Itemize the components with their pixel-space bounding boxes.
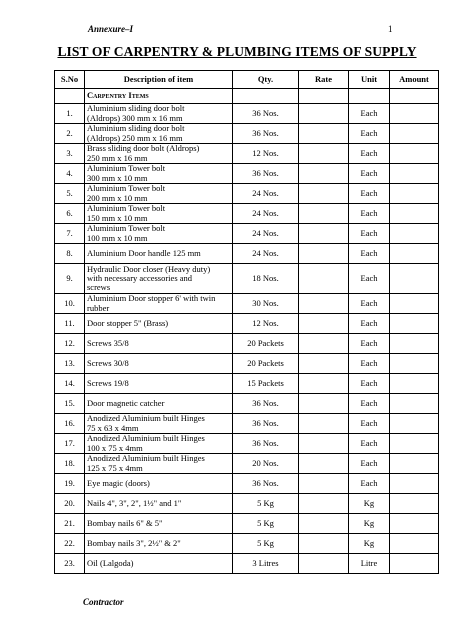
amount-cell: [390, 514, 439, 534]
amount-cell: [390, 334, 439, 354]
amount-cell: [390, 534, 439, 554]
sno-cell: 17.: [55, 434, 85, 454]
table-row: [55, 434, 439, 454]
document-title: LIST OF CARPENTRY & PLUMBING ITEMS OF SUPPLY: [57, 44, 417, 59]
rate-cell: [299, 104, 349, 124]
sno-cell: 7.: [55, 224, 85, 244]
sno-cell: 4.: [55, 164, 85, 184]
qty-cell: 24 Nos.: [233, 224, 299, 244]
description-line: 150 mm x 10 mm: [87, 212, 148, 223]
description-line: 125 x 75 x 4mm: [87, 462, 143, 473]
section-empty-cell: [299, 89, 349, 104]
table-row: [55, 474, 439, 494]
sno-cell: 22.: [55, 534, 85, 554]
sno-cell: 15.: [55, 394, 85, 414]
description-line: Hydraulic Door closer (Heavy duty): [87, 263, 211, 274]
unit-cell: Each: [349, 144, 390, 164]
table-row: [55, 294, 439, 314]
column-header-description: Description of item: [85, 71, 233, 89]
description-line: 300 mm x 10 mm: [87, 172, 148, 183]
amount-cell: [390, 554, 439, 574]
table-row: [55, 414, 439, 434]
description-line: Anodized Aluminium built Hinges: [87, 413, 205, 424]
contractor-signature-label: Contractor: [83, 597, 124, 607]
rate-cell: [299, 374, 349, 394]
amount-cell: [390, 454, 439, 474]
unit-cell: Each: [349, 374, 390, 394]
qty-cell: 36 Nos.: [233, 394, 299, 414]
qty-cell: 15 Packets: [233, 374, 299, 394]
sno-cell: 11.: [55, 314, 85, 334]
description-cell: [85, 394, 233, 414]
sno-cell: 9.: [55, 264, 85, 294]
description-cell: [85, 374, 233, 394]
description-line: Door magnetic catcher: [87, 397, 165, 408]
unit-cell: Each: [349, 434, 390, 454]
description-line: with necessary accessories and: [87, 272, 193, 283]
description-line: Anodized Aluminium built Hinges: [87, 453, 205, 464]
rate-cell: [299, 164, 349, 184]
rate-cell: [299, 144, 349, 164]
unit-cell: Each: [349, 454, 390, 474]
description-cell: [85, 204, 233, 224]
description-line: 200 mm x 10 mm: [87, 192, 148, 203]
description-cell: [85, 474, 233, 494]
unit-cell: Litre: [349, 554, 390, 574]
qty-cell: 30 Nos.: [233, 294, 299, 314]
description-cell: [85, 164, 233, 184]
table-row: [55, 164, 439, 184]
sno-cell: 1.: [55, 104, 85, 124]
description-line: 100 mm x 10 mm: [87, 232, 148, 243]
description-cell: [85, 224, 233, 244]
column-header-rate: Rate: [299, 71, 349, 89]
description-line: Aluminium Door stopper 6' with twin: [87, 293, 216, 304]
amount-cell: [390, 394, 439, 414]
column-header-sno: S.No: [55, 71, 85, 89]
table-row: [55, 454, 439, 474]
column-header-amount: Amount: [390, 71, 439, 89]
description-cell: [85, 434, 233, 454]
rate-cell: [299, 184, 349, 204]
unit-cell: Each: [349, 124, 390, 144]
column-header-unit: Unit: [349, 71, 390, 89]
qty-cell: 36 Nos.: [233, 164, 299, 184]
table-row: [55, 204, 439, 224]
amount-cell: [390, 294, 439, 314]
description-cell: [85, 104, 233, 124]
amount-cell: [390, 204, 439, 224]
column-header-qty: Qty.: [233, 71, 299, 89]
unit-cell: Each: [349, 224, 390, 244]
sno-cell: 23.: [55, 554, 85, 574]
description-line: Aluminium sliding door bolt: [87, 123, 185, 134]
qty-cell: 36 Nos.: [233, 434, 299, 454]
amount-cell: [390, 494, 439, 514]
description-line: (Aldrops) 250 mm x 16 mm: [87, 132, 183, 143]
amount-cell: [390, 374, 439, 394]
qty-cell: 12 Nos.: [233, 314, 299, 334]
unit-cell: Each: [349, 314, 390, 334]
table-row: [55, 554, 439, 574]
description-line: Anodized Aluminium built Hinges: [87, 433, 205, 444]
qty-cell: 12 Nos.: [233, 144, 299, 164]
rate-cell: [299, 244, 349, 264]
description-line: 75 x 63 x 4mm: [87, 422, 139, 433]
rate-cell: [299, 204, 349, 224]
description-cell: [85, 514, 233, 534]
table-row: [55, 534, 439, 554]
rate-cell: [299, 494, 349, 514]
amount-cell: [390, 434, 439, 454]
sno-cell: 3.: [55, 144, 85, 164]
section-empty-cell: [390, 89, 439, 104]
table-row: [55, 334, 439, 354]
unit-cell: Each: [349, 244, 390, 264]
description-cell: [85, 264, 233, 294]
qty-cell: 36 Nos.: [233, 104, 299, 124]
qty-cell: 24 Nos.: [233, 204, 299, 224]
description-line: (Aldrops) 300 mm x 16 mm: [87, 112, 183, 123]
table-header-row: [55, 71, 439, 89]
description-cell: [85, 494, 233, 514]
sno-cell: 10.: [55, 294, 85, 314]
unit-cell: Each: [349, 294, 390, 314]
amount-cell: [390, 244, 439, 264]
rate-cell: [299, 414, 349, 434]
description-cell: [85, 294, 233, 314]
rate-cell: [299, 294, 349, 314]
description-cell: [85, 554, 233, 574]
annexure-label: Annexure–I: [88, 24, 134, 34]
qty-cell: 5 Kg: [233, 534, 299, 554]
amount-cell: [390, 414, 439, 434]
description-cell: [85, 244, 233, 264]
description-line: Bombay nails 3", 2½" & 2": [87, 537, 181, 548]
rate-cell: [299, 124, 349, 144]
unit-cell: Each: [349, 474, 390, 494]
rate-cell: [299, 554, 349, 574]
description-cell: [85, 124, 233, 144]
amount-cell: [390, 124, 439, 144]
description-line: Oil (Lalgoda): [87, 557, 134, 568]
rate-cell: [299, 224, 349, 244]
description-line: rubber: [87, 302, 110, 313]
sno-cell: 20.: [55, 494, 85, 514]
table-row: [55, 394, 439, 414]
unit-cell: Kg: [349, 494, 390, 514]
unit-cell: Each: [349, 334, 390, 354]
unit-cell: Kg: [349, 534, 390, 554]
sno-cell: 2.: [55, 124, 85, 144]
items-table: [54, 70, 439, 574]
amount-cell: [390, 144, 439, 164]
table-row: [55, 314, 439, 334]
table-row: [55, 264, 439, 294]
description-cell: [85, 144, 233, 164]
description-line: Aluminium Tower bolt: [87, 183, 166, 194]
description-cell: [85, 454, 233, 474]
amount-cell: [390, 224, 439, 244]
unit-cell: Kg: [349, 514, 390, 534]
amount-cell: [390, 474, 439, 494]
unit-cell: Each: [349, 104, 390, 124]
sno-cell: 18.: [55, 454, 85, 474]
amount-cell: [390, 354, 439, 374]
qty-cell: 24 Nos.: [233, 244, 299, 264]
table-row: [55, 104, 439, 124]
description-line: Brass sliding door bolt (Aldrops): [87, 143, 200, 154]
section-empty-cell: [349, 89, 390, 104]
unit-cell: Each: [349, 264, 390, 294]
sno-cell: 14.: [55, 374, 85, 394]
table-body: [55, 89, 439, 574]
description-line: Aluminium Tower bolt: [87, 203, 166, 214]
rate-cell: [299, 514, 349, 534]
rate-cell: [299, 434, 349, 454]
sno-cell: 5.: [55, 184, 85, 204]
qty-cell: 5 Kg: [233, 514, 299, 534]
qty-cell: 36 Nos.: [233, 124, 299, 144]
description-line: Screws 35/8: [87, 337, 129, 348]
description-line: Aluminium Tower bolt: [87, 163, 166, 174]
description-line: Screws 19/8: [87, 377, 129, 388]
unit-cell: Each: [349, 204, 390, 224]
qty-cell: 5 Kg: [233, 494, 299, 514]
section-empty-cell: [233, 89, 299, 104]
amount-cell: [390, 184, 439, 204]
table-row: [55, 224, 439, 244]
description-cell: [85, 354, 233, 374]
table-row: [55, 184, 439, 204]
description-cell: [85, 334, 233, 354]
table-row: [55, 494, 439, 514]
rate-cell: [299, 264, 349, 294]
rate-cell: [299, 334, 349, 354]
section-heading: Carpentry Items: [85, 89, 233, 104]
description-cell: [85, 534, 233, 554]
amount-cell: [390, 314, 439, 334]
sno-cell: 16.: [55, 414, 85, 434]
qty-cell: 36 Nos.: [233, 414, 299, 434]
sno-cell: 12.: [55, 334, 85, 354]
description-line: Door stopper 5" (Brass): [87, 317, 169, 328]
rate-cell: [299, 314, 349, 334]
sno-cell: 8.: [55, 244, 85, 264]
sno-cell: 13.: [55, 354, 85, 374]
amount-cell: [390, 104, 439, 124]
rate-cell: [299, 474, 349, 494]
amount-cell: [390, 164, 439, 184]
qty-cell: 20 Packets: [233, 354, 299, 374]
description-line: 250 mm x 16 mm: [87, 152, 148, 163]
section-sno-cell: [55, 89, 85, 104]
unit-cell: Each: [349, 354, 390, 374]
description-line: Bombay nails 6" & 5": [87, 517, 163, 528]
description-line: screws: [87, 282, 111, 293]
description-cell: [85, 184, 233, 204]
qty-cell: 3 Litres: [233, 554, 299, 574]
sno-cell: 19.: [55, 474, 85, 494]
description-cell: [85, 414, 233, 434]
sno-cell: 21.: [55, 514, 85, 534]
rate-cell: [299, 534, 349, 554]
sno-cell: 6.: [55, 204, 85, 224]
amount-cell: [390, 264, 439, 294]
unit-cell: Each: [349, 184, 390, 204]
qty-cell: 20 Packets: [233, 334, 299, 354]
qty-cell: 18 Nos.: [233, 264, 299, 294]
description-line: Aluminium Tower bolt: [87, 223, 166, 234]
rate-cell: [299, 354, 349, 374]
rate-cell: [299, 454, 349, 474]
rate-cell: [299, 394, 349, 414]
table-row: [55, 144, 439, 164]
description-line: Nails 4", 3", 2", 1½" and 1": [87, 497, 182, 508]
description-line: Screws 30/8: [87, 357, 129, 368]
description-line: Aluminium Door handle 125 mm: [87, 247, 201, 258]
qty-cell: 36 Nos.: [233, 474, 299, 494]
description-line: Eye magic (doors): [87, 477, 150, 488]
table-row: [55, 244, 439, 264]
unit-cell: Each: [349, 394, 390, 414]
description-line: 100 x 75 x 4mm: [87, 442, 143, 453]
qty-cell: 20 Nos.: [233, 454, 299, 474]
page-number: 1: [388, 24, 393, 34]
table-row: [55, 124, 439, 144]
description-line: Aluminium sliding door bolt: [87, 103, 185, 114]
table-row: [55, 514, 439, 534]
qty-cell: 24 Nos.: [233, 184, 299, 204]
unit-cell: Each: [349, 414, 390, 434]
table-row: [55, 374, 439, 394]
table-row: [55, 354, 439, 374]
section-row: [55, 89, 439, 104]
description-cell: [85, 314, 233, 334]
unit-cell: Each: [349, 164, 390, 184]
